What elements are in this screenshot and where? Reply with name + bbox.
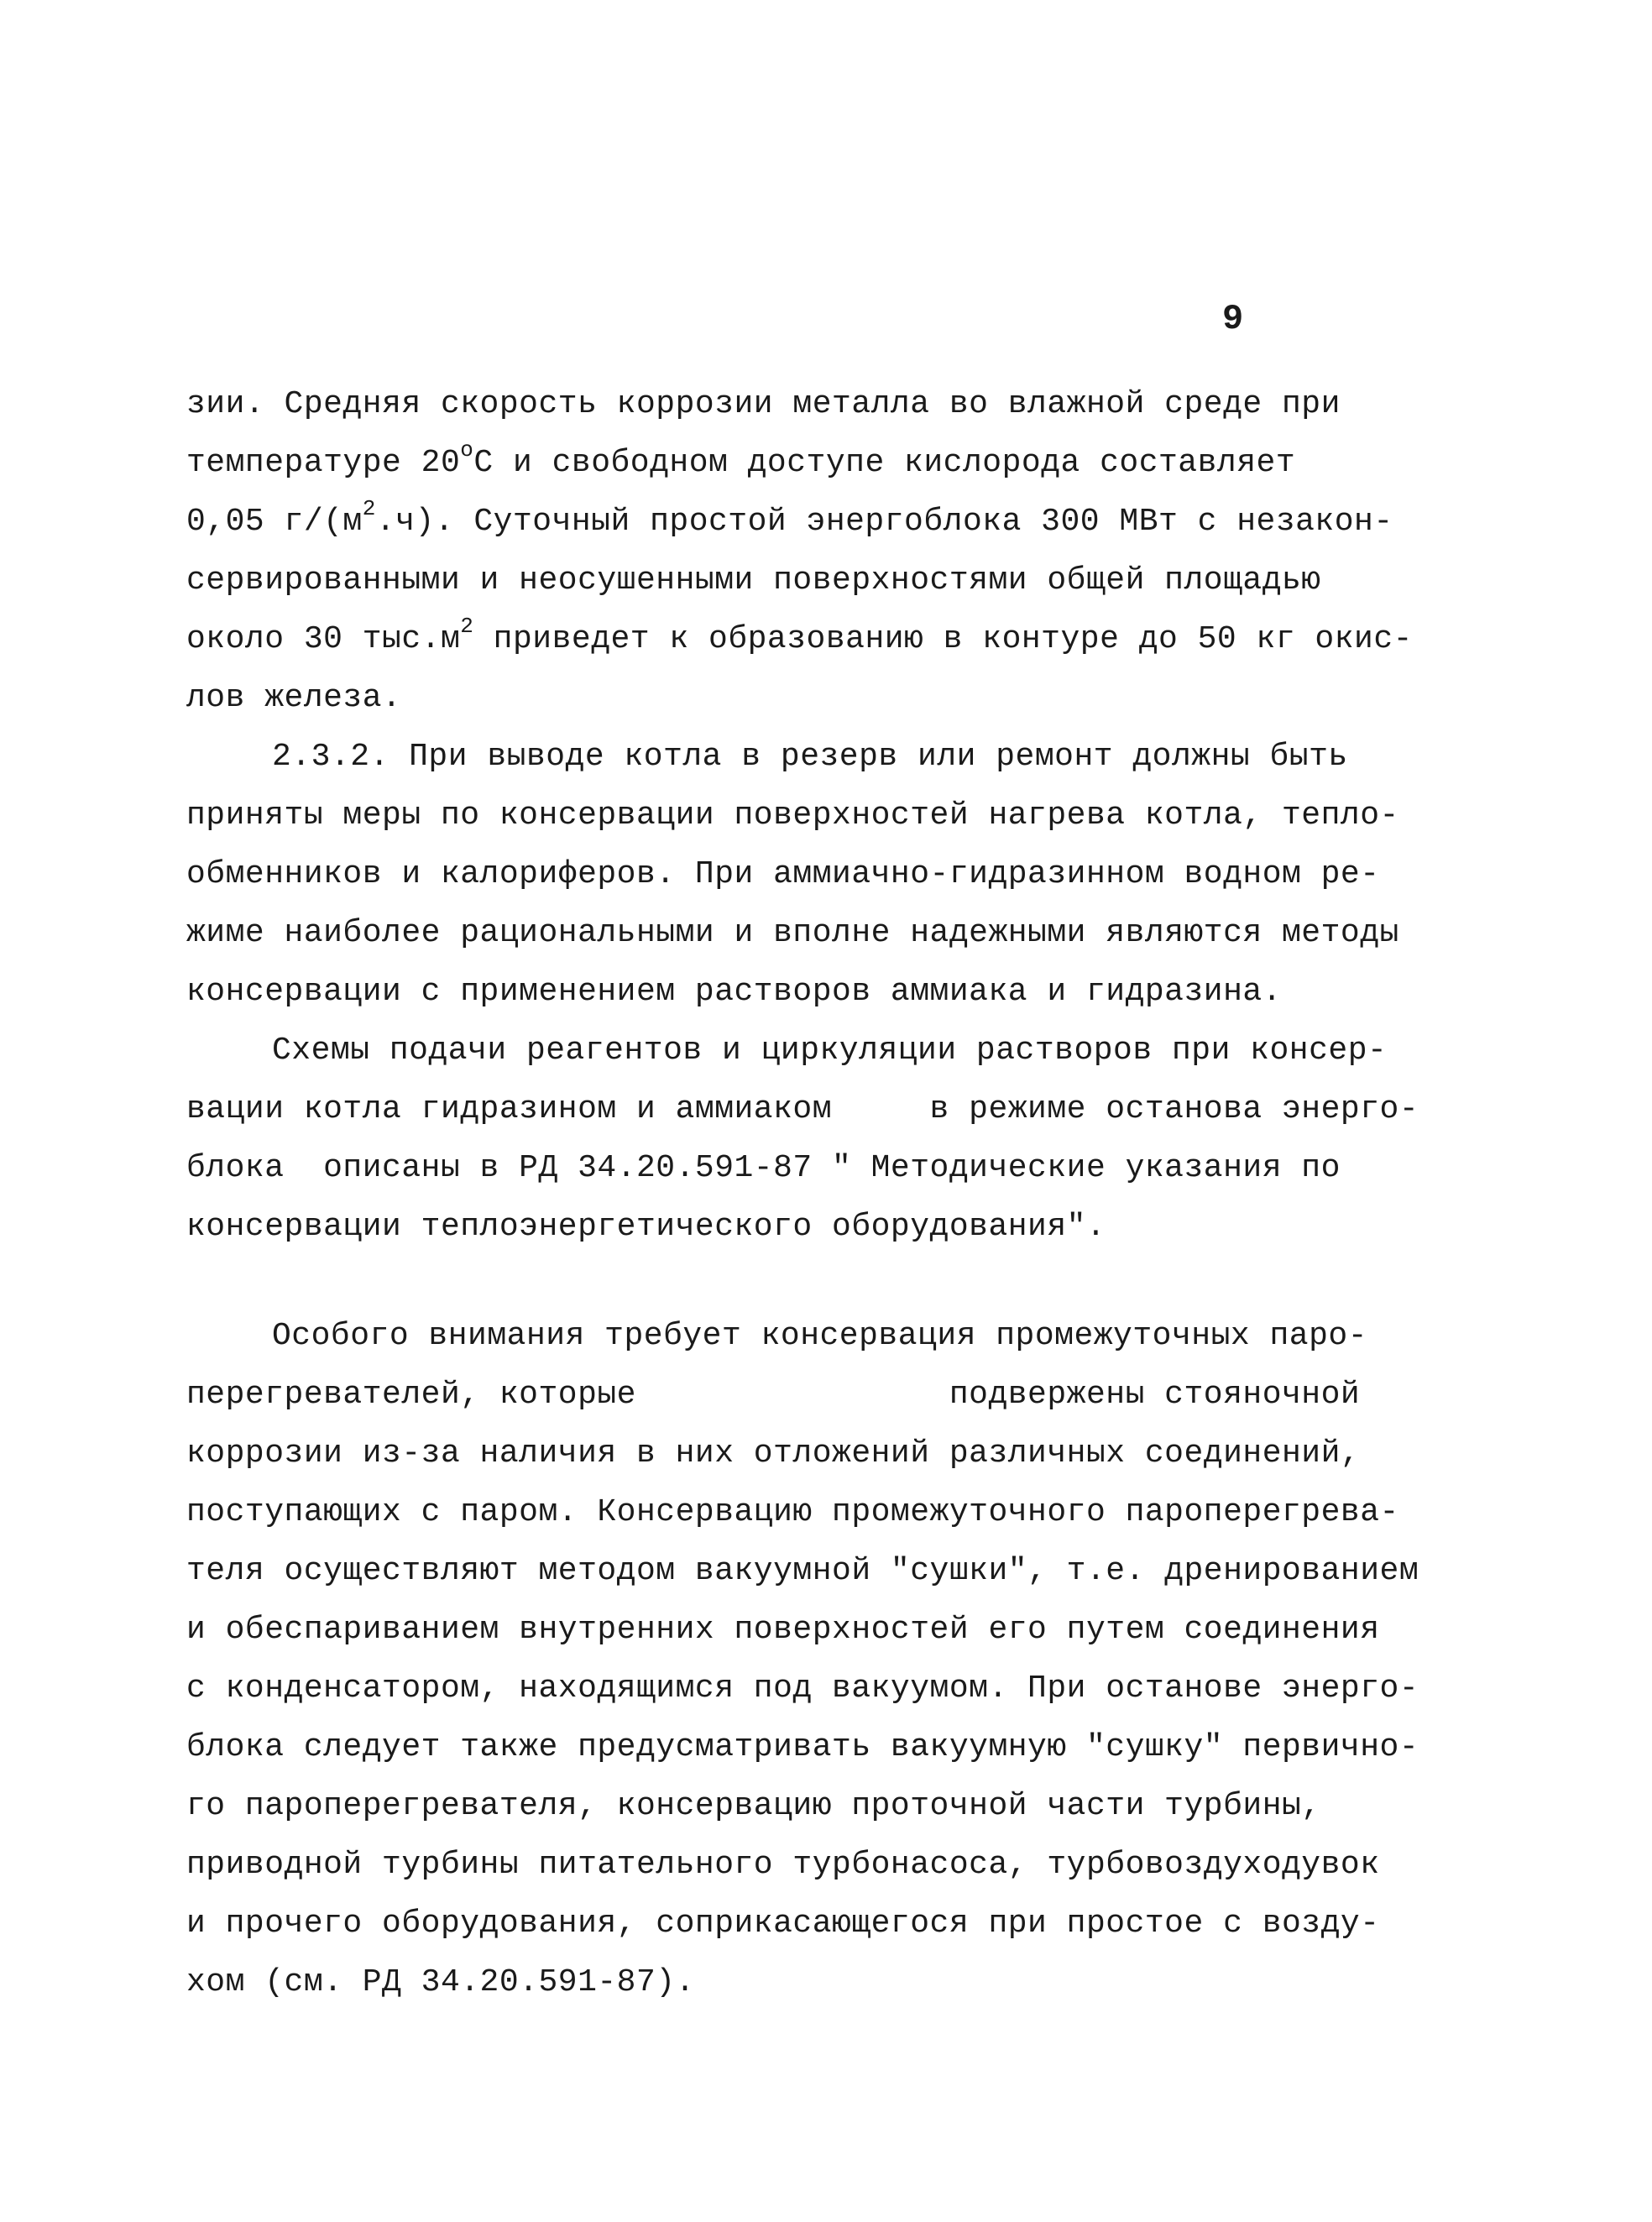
text-line: перегревателей, которые подвержены стояночной bbox=[186, 1377, 1361, 1413]
text-line: Схемы подачи реагентов и циркуляции растворов при консер- bbox=[272, 1033, 1388, 1069]
text-line: жиме наиболее рациональными и вполне надежными являются методы bbox=[186, 915, 1399, 951]
text-line: консервации теплоэнергетического оборудования". bbox=[186, 1209, 1106, 1245]
text-line: коррозии из-за наличия в них отложений различных соединений, bbox=[186, 1435, 1361, 1472]
text-line: и обеспариванием внутренних поверхностей его путем соединения bbox=[186, 1612, 1380, 1648]
text-line: теля осуществляют методом вакуумной "сушки", т.е. дренированием bbox=[186, 1553, 1419, 1589]
text-line: и прочего оборудования, соприкасающегося при простое с возду- bbox=[186, 1906, 1380, 1942]
text-line: вации котла гидразином и аммиаком в режиме останова энерго- bbox=[186, 1091, 1419, 1127]
text-line: приняты меры по консервации поверхностей нагрева котла, тепло- bbox=[186, 797, 1399, 834]
text-line: консервации с применением растворов аммиака и гидразина. bbox=[186, 974, 1283, 1010]
text-line: около 30 $тыс.м^2$ приведет к образованию в контуре до 50 кг окис- bbox=[186, 614, 1413, 657]
superscript: 2 bbox=[460, 614, 474, 639]
text-line: блока описаны в РД 34.20.591-87 " Методические указания по bbox=[186, 1150, 1341, 1186]
text-line: температуре $20^оС$ и свободном доступе кислорода составляет bbox=[186, 437, 1296, 481]
superscript: о bbox=[460, 437, 474, 463]
text-line: Особого внимания требует консервация промежуточных паро- bbox=[272, 1318, 1368, 1354]
text-line: с конденсатором, находящимся под вакуумом. При останове энерго- bbox=[186, 1670, 1419, 1707]
text-line: блока следует также предусматривать вакуумную "сушку" первично- bbox=[186, 1729, 1419, 1765]
text-line: поступающих с паром. Консервацию промежуточного пароперегрева- bbox=[186, 1494, 1399, 1530]
text-line: обменников и калориферов. При аммиачно-гидразинном водном ре- bbox=[186, 856, 1380, 892]
page-number: 9 bbox=[1222, 299, 1244, 339]
text-line: хом (см. РД 34.20.591-87). bbox=[186, 1964, 695, 2000]
text-line: 2.3.2. При выводе котла в резерв или ремонт должны быть bbox=[272, 739, 1348, 775]
superscript: 2 bbox=[362, 496, 376, 521]
text-line: го пароперегревателя, консервацию проточной части турбины, bbox=[186, 1788, 1321, 1824]
text-line: сервированными и неосушенными поверхностями общей площадью bbox=[186, 562, 1321, 599]
text-line: 0,05 $г/(м^2.ч)$. Суточный простой энергоблока 300 МВт с незакон- bbox=[186, 496, 1393, 540]
text-line: приводной турбины питательного турбонасоса, турбовоздуходувок bbox=[186, 1847, 1380, 1883]
text-line: лов железа. bbox=[186, 680, 402, 716]
text-line: зии. Средняя скорость коррозии металла во влажной среде при bbox=[186, 386, 1341, 422]
